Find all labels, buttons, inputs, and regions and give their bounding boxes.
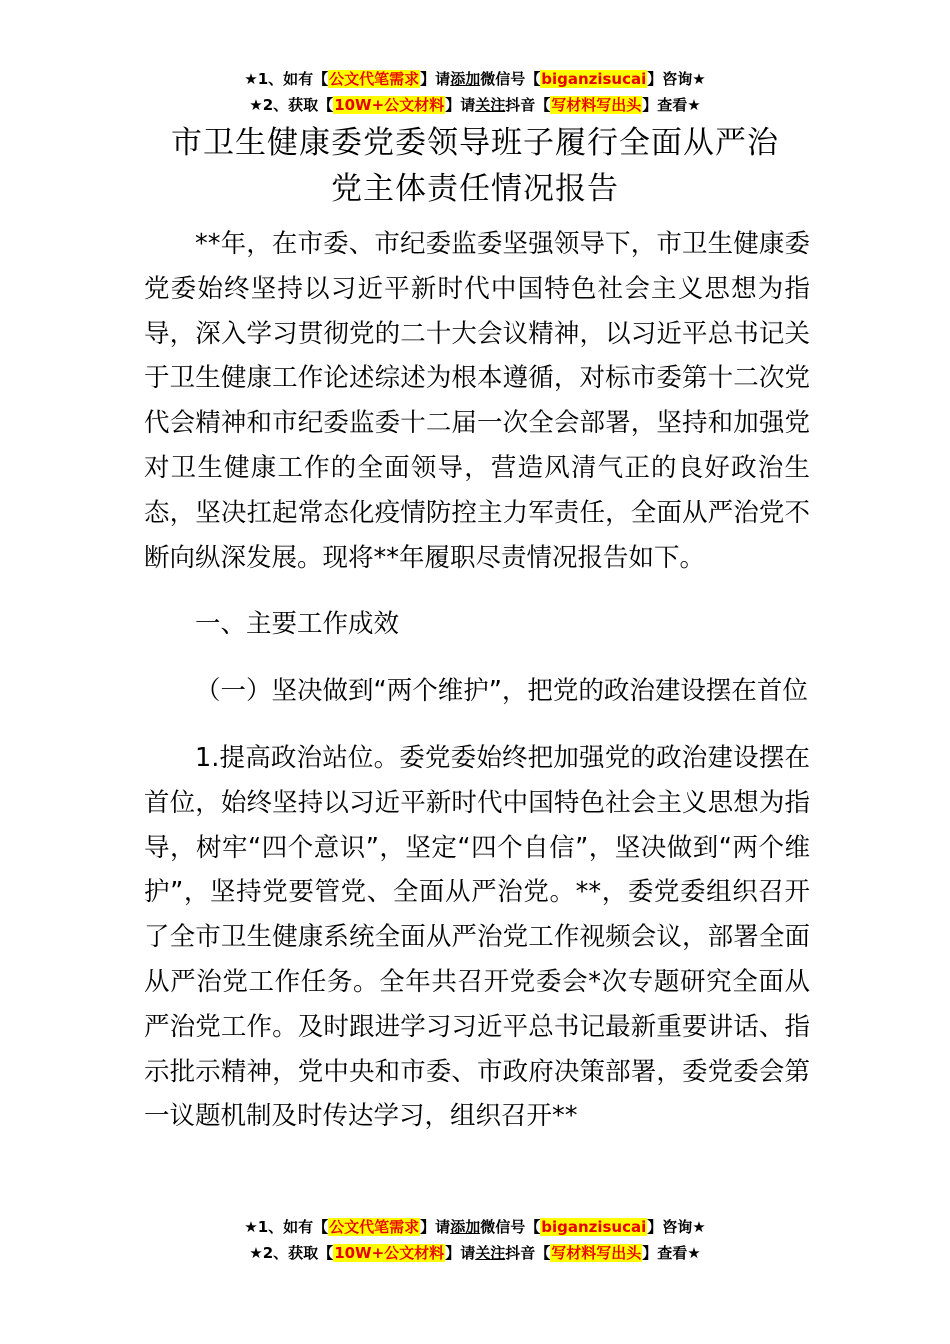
subsection-heading: （一）坚决做到“两个维护”，把党的政治建设摆在首位 bbox=[195, 676, 808, 707]
banner-text: 】请 bbox=[420, 1218, 451, 1236]
banner-text: 抖音【 bbox=[505, 1244, 551, 1262]
banner-highlight: 公文代笔需求 bbox=[329, 70, 420, 88]
banner-text: ★2、获取【 bbox=[249, 96, 334, 114]
banner-text: ★1、如有【 bbox=[244, 1218, 329, 1236]
title-line-1: 市卫生健康委党委领导班子履行全面从严治 bbox=[171, 125, 779, 161]
title-line-2: 党主体责任情况报告 bbox=[331, 171, 619, 207]
banner-highlight: biganzisucai bbox=[541, 1218, 647, 1236]
banner-underline: 添加 bbox=[450, 70, 481, 88]
banner-text: 微信号【 bbox=[480, 1218, 541, 1236]
banner-text: ★2、获取【 bbox=[249, 1244, 334, 1262]
intro-paragraph: **年，在市委、市纪委监委坚强领导下，市卫生健康委党委始终坚持以习近平新时代中国特色社会主义思想为指导，深入学习贯彻党的二十大会议精神，以习近平总书记关于卫生健康工作论述综述为根本遵循，对标市委第十二次党代会精神和市纪委监委十二届一次全会部署，坚持和加强党对卫生健康工作的全面领导，营造风清气正的良好政治生态，坚决扛起常态化疫情防控主力军责任，全面从严治党不断向纵深发展。现将**年履职尽责情况报告如下。 bbox=[144, 229, 810, 573]
banner-text: 抖音【 bbox=[505, 96, 551, 114]
document-title bbox=[0, 120, 950, 212]
banner-highlight: 写材料写出头 bbox=[551, 96, 642, 114]
footer-banner bbox=[0, 1214, 950, 1266]
banner-text: 】请 bbox=[445, 1244, 476, 1262]
banner-text: 】请 bbox=[445, 96, 476, 114]
banner-highlight: 10W+公文材料 bbox=[334, 96, 445, 114]
banner-text: 】请 bbox=[420, 70, 451, 88]
banner-underline: 关注 bbox=[475, 96, 506, 114]
banner-highlight: 写材料写出头 bbox=[551, 1244, 642, 1262]
banner-underline: 关注 bbox=[475, 1244, 506, 1262]
banner-text: 】查看★ bbox=[642, 1244, 701, 1262]
banner-line-2 bbox=[0, 1240, 950, 1266]
banner-underline: 添加 bbox=[450, 1218, 481, 1236]
banner-line-1 bbox=[0, 66, 950, 92]
banner-line-2 bbox=[0, 92, 950, 118]
banner-text: 】咨询★ bbox=[647, 1218, 706, 1236]
banner-text: 微信号【 bbox=[480, 70, 541, 88]
banner-text: ★1、如有【 bbox=[244, 70, 329, 88]
body-paragraph: 1.提高政治站位。委党委始终把加强党的政治建设摆在首位，始终坚持以习近平新时代中国特色社会主义思想为指导，树牢“四个意识”，坚定“四个自信”，坚决做到“两个维护”，坚持党要管党、全面从严治党。**，委党委组织召开了全市卫生健康系统全面从严治党工作视频会议，部署全面从严治党工作任务。全年共召开党委会*次专题研究全面从严治党工作。及时跟进学习习近平总书记最新重要讲话、指示批示精神，党中央和市委、市政府决策部署，委党委会第一议题机制及时传达学习，组织召开** bbox=[144, 742, 810, 1132]
banner-highlight: 10W+公文材料 bbox=[334, 1244, 445, 1262]
banner-text: 】查看★ bbox=[642, 96, 701, 114]
banner-line-1 bbox=[0, 1214, 950, 1240]
banner-highlight: 公文代笔需求 bbox=[329, 1218, 420, 1236]
banner-highlight: biganzisucai bbox=[541, 70, 647, 88]
section-heading: 一、主要工作成效 bbox=[195, 609, 400, 640]
banner-text: 】咨询★ bbox=[647, 70, 706, 88]
header-banner bbox=[0, 66, 950, 118]
document-body bbox=[144, 222, 810, 1139]
